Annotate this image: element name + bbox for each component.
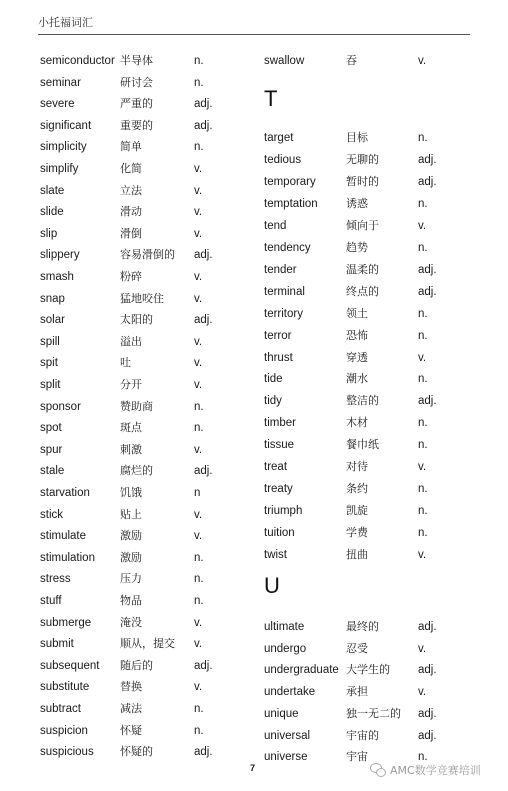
vocab-translation: 宇宙 [346, 750, 368, 764]
vocab-translation: 太阳的 [120, 313, 153, 327]
vocab-word: suspicious [40, 746, 94, 759]
vocab-part-of-speech: adj. [418, 707, 437, 720]
vocab-word: thrust [264, 351, 293, 364]
vocab-part-of-speech: n. [418, 241, 428, 254]
vocab-part-of-speech: n. [194, 551, 204, 564]
vocab-translation: 减法 [120, 702, 142, 715]
vocab-translation: 宇宙的 [346, 728, 379, 742]
vocab-word: terror [264, 329, 292, 342]
vocab-part-of-speech: n. [194, 595, 204, 607]
vocab-part-of-speech: n. [418, 132, 428, 144]
vocab-translation: 刺激 [120, 442, 142, 456]
vocab-part-of-speech: v. [194, 379, 203, 391]
vocab-part-of-speech: v. [194, 206, 203, 219]
vocab-translation: 激励 [120, 529, 142, 543]
vocab-translation: 斑点 [120, 421, 142, 435]
vocab-translation: 粉碎 [120, 270, 142, 283]
vocab-word: starvation [40, 487, 90, 499]
vocab-translation: 吐 [120, 356, 131, 370]
vocab-word: undergo [264, 642, 307, 655]
vocab-part-of-speech: adj. [194, 314, 213, 327]
vocab-word: solar [40, 314, 65, 327]
vocab-part-of-speech: n. [194, 55, 204, 67]
vocab-word: ultimate [264, 621, 305, 633]
vocab-part-of-speech: v. [418, 55, 427, 67]
vocab-translation: 独一无二的 [346, 706, 401, 720]
vocab-word: tidy [264, 395, 282, 408]
vocab-word: universal [264, 729, 311, 742]
vocab-translation: 贴上 [120, 507, 142, 521]
vocab-translation: 淹没 [120, 615, 142, 629]
vocab-translation: 对待 [346, 460, 368, 474]
vocab-part-of-speech: v. [194, 271, 203, 283]
vocab-word: significant [40, 119, 92, 132]
vocab-word: submerge [40, 616, 92, 629]
vocab-word: tissue [264, 439, 295, 452]
vocab-part-of-speech: n. [194, 141, 204, 154]
vocab-translation: 终点的 [346, 284, 379, 298]
vocab-translation: 滑倒 [120, 226, 142, 240]
vocab-translation: 饥饿 [120, 486, 142, 499]
vocab-part-of-speech: adj. [418, 664, 437, 677]
vocab-translation: 暂时的 [346, 174, 379, 188]
vocab-part-of-speech: v. [194, 163, 203, 175]
vocab-translation: 恐怖 [346, 328, 368, 342]
vocab-part-of-speech: adj. [418, 263, 437, 276]
vocab-part-of-speech: v. [194, 508, 203, 521]
vocab-translation: 激励 [120, 550, 142, 564]
vocab-part-of-speech: n [194, 487, 201, 499]
vocab-part-of-speech: n. [194, 703, 204, 715]
vocab-translation: 整洁的 [346, 394, 379, 408]
vocab-part-of-speech: n. [418, 527, 428, 540]
vocab-part-of-speech: v. [194, 184, 203, 197]
vocab-word: simplicity [40, 141, 87, 154]
vocab-word: tedious [264, 153, 302, 166]
vocab-word: slide [40, 206, 64, 219]
vocab-part-of-speech: n. [418, 505, 428, 518]
vocab-word: tend [264, 219, 287, 232]
vocab-part-of-speech: adj. [194, 659, 213, 672]
vocab-word: territory [264, 307, 303, 320]
vocab-translation: 腐烂的 [120, 464, 153, 478]
vocab-word: temporary [264, 175, 316, 188]
vocab-word: slip [40, 227, 58, 240]
vocab-translation: 木材 [346, 416, 368, 430]
vocab-translation: 物品 [120, 594, 142, 607]
vocab-part-of-speech: v. [194, 443, 203, 456]
vocab-word: spill [40, 335, 60, 348]
vocab-part-of-speech: v. [194, 616, 203, 629]
vocab-part-of-speech: adj. [418, 175, 437, 188]
vocab-translation: 立法 [120, 183, 142, 197]
vocab-part-of-speech: n. [194, 573, 204, 586]
vocab-part-of-speech: v. [418, 549, 427, 562]
vocab-word: semiconductor [40, 55, 115, 67]
vocab-word: stale [40, 465, 65, 478]
vocab-translation: 穿透 [346, 350, 368, 364]
vocab-word: tendency [264, 241, 311, 254]
vocab-part-of-speech: n. [418, 417, 428, 430]
vocab-part-of-speech: v. [418, 351, 427, 364]
vocab-word: tide [264, 373, 283, 386]
vocab-word: sponsor [40, 400, 81, 413]
vocab-part-of-speech: adj. [418, 285, 437, 298]
vocab-word: stimulation [40, 551, 95, 564]
vocab-translation: 目标 [346, 131, 368, 144]
vocab-translation: 承担 [346, 685, 368, 699]
vocab-part-of-speech: v. [194, 681, 203, 694]
vocab-translation: 顺从，提交 [120, 637, 175, 651]
vocab-translation: 化简 [120, 162, 142, 175]
vocab-translation: 吞 [346, 54, 357, 67]
vocab-word: temptation [264, 197, 318, 210]
vocab-translation: 替换 [120, 680, 142, 694]
vocab-part-of-speech: v. [194, 227, 203, 240]
vocab-translation: 倾向于 [346, 218, 379, 232]
vocab-part-of-speech: v. [418, 642, 427, 655]
vocab-word: stick [40, 508, 63, 521]
vocab-translation: 条约 [346, 482, 368, 496]
vocab-translation: 趋势 [346, 240, 368, 254]
vocab-part-of-speech: n. [418, 197, 428, 210]
vocab-word: seminar [40, 76, 81, 89]
watermark-text: AMC数学竞赛培训 [390, 764, 481, 777]
vocab-part-of-speech: n. [418, 751, 428, 764]
vocab-part-of-speech: adj. [418, 729, 437, 742]
vocab-part-of-speech: v. [194, 530, 203, 543]
vocab-translation: 严重的 [120, 97, 153, 111]
vocab-word: spur [40, 443, 63, 456]
vocab-word: undergraduate [264, 664, 339, 677]
vocab-word: twist [264, 549, 287, 562]
vocab-word: slippery [40, 249, 80, 262]
vocab-part-of-speech: n. [194, 724, 204, 737]
vocab-translation: 压力 [120, 572, 142, 586]
vocab-word: snap [40, 292, 65, 305]
vocab-part-of-speech: n. [418, 439, 428, 452]
vocab-translation: 怀疑的 [120, 745, 153, 759]
header-title: 小托福词汇 [38, 16, 93, 29]
vocab-part-of-speech: n. [194, 422, 204, 435]
vocab-translation: 扭曲 [346, 548, 368, 562]
vocab-part-of-speech: adj. [194, 98, 213, 111]
vocab-translation: 赞助商 [120, 399, 153, 413]
vocab-word: smash [40, 271, 74, 283]
vocab-translation: 温柔的 [346, 262, 379, 276]
vocab-part-of-speech: n. [418, 307, 428, 320]
vocab-word: treaty [264, 483, 293, 496]
header-rule [38, 34, 470, 35]
vocab-translation: 忍受 [346, 641, 368, 655]
vocab-part-of-speech: v. [418, 686, 427, 699]
vocab-word: treat [264, 461, 288, 474]
vocab-word: split [40, 379, 61, 391]
vocab-part-of-speech: adj. [418, 621, 437, 633]
vocab-part-of-speech: v. [418, 219, 427, 232]
vocab-translation: 凯旋 [346, 504, 368, 518]
vocab-word: severe [40, 98, 75, 111]
vocab-part-of-speech: adj. [418, 395, 437, 408]
vocab-part-of-speech: adj. [418, 153, 437, 166]
vocab-part-of-speech: v. [418, 461, 427, 474]
vocab-translation: 潮水 [346, 372, 368, 386]
vocab-word: stuff [40, 595, 62, 607]
vocab-translation: 研讨会 [120, 75, 153, 89]
vocab-word: suspicion [40, 724, 88, 737]
vocab-word: stimulate [40, 530, 87, 543]
vocab-translation: 领土 [346, 306, 368, 320]
vocab-part-of-speech: v. [194, 357, 203, 370]
vocab-word: subtract [40, 703, 81, 715]
vocab-part-of-speech: n. [194, 76, 204, 89]
vocab-translation: 最终的 [346, 620, 379, 633]
vocab-translation: 重要的 [120, 118, 153, 132]
vocab-part-of-speech: v. [194, 638, 203, 651]
vocab-word: submit [40, 638, 74, 651]
vocab-translation: 分开 [120, 378, 142, 391]
vocab-part-of-speech: v. [194, 335, 203, 348]
vocab-translation: 餐巾纸 [346, 438, 379, 452]
vocab-part-of-speech: adj. [194, 465, 213, 478]
vocab-word: subsequent [40, 659, 100, 672]
section-letter-t: T [264, 86, 278, 111]
vocab-word: terminal [264, 285, 305, 298]
vocab-translation: 大学生的 [346, 663, 390, 677]
vocab-translation: 简单 [120, 140, 142, 154]
vocab-word: spit [40, 357, 58, 370]
vocab-translation: 猛地咬住 [120, 291, 164, 305]
vocab-word: unique [264, 707, 299, 720]
vocab-word: universe [264, 751, 308, 764]
vocab-word: swallow [264, 55, 305, 67]
vocab-word: undertake [264, 686, 316, 699]
page-number: 7 [250, 763, 256, 773]
vocab-word: stress [40, 573, 71, 586]
vocab-part-of-speech: n. [418, 329, 428, 342]
vocab-translation: 无聊的 [346, 152, 379, 166]
vocab-translation: 随后的 [120, 658, 153, 672]
vocab-translation: 滑动 [120, 205, 142, 219]
vocab-part-of-speech: adj. [194, 746, 213, 759]
vocab-word: target [264, 132, 294, 144]
vocab-word: triumph [264, 505, 303, 518]
vocab-word: spot [40, 422, 62, 435]
vocab-word: substitute [40, 681, 90, 694]
vocab-part-of-speech: n. [194, 400, 204, 413]
vocab-translation: 半导体 [120, 54, 153, 67]
vocab-part-of-speech: adj. [194, 249, 213, 262]
vocab-translation: 学费 [346, 526, 368, 540]
vocab-translation: 容易滑倒的 [120, 248, 175, 262]
vocab-word: simplify [40, 163, 79, 175]
vocab-word: slate [40, 184, 65, 197]
vocab-part-of-speech: v. [194, 292, 203, 305]
vocab-translation: 诱惑 [346, 196, 368, 210]
vocab-part-of-speech: n. [418, 483, 428, 496]
vocab-part-of-speech: n. [418, 373, 428, 386]
vocab-translation: 怀疑 [120, 723, 142, 737]
vocab-word: tuition [264, 527, 295, 540]
watermark [370, 761, 481, 779]
vocab-word: timber [264, 417, 296, 430]
section-letter-u: U [264, 573, 280, 598]
vocab-word: tender [264, 263, 297, 276]
vocab-part-of-speech: adj. [194, 119, 213, 132]
chat-bubbles-icon [370, 763, 386, 777]
vocab-translation: 溢出 [120, 334, 142, 348]
